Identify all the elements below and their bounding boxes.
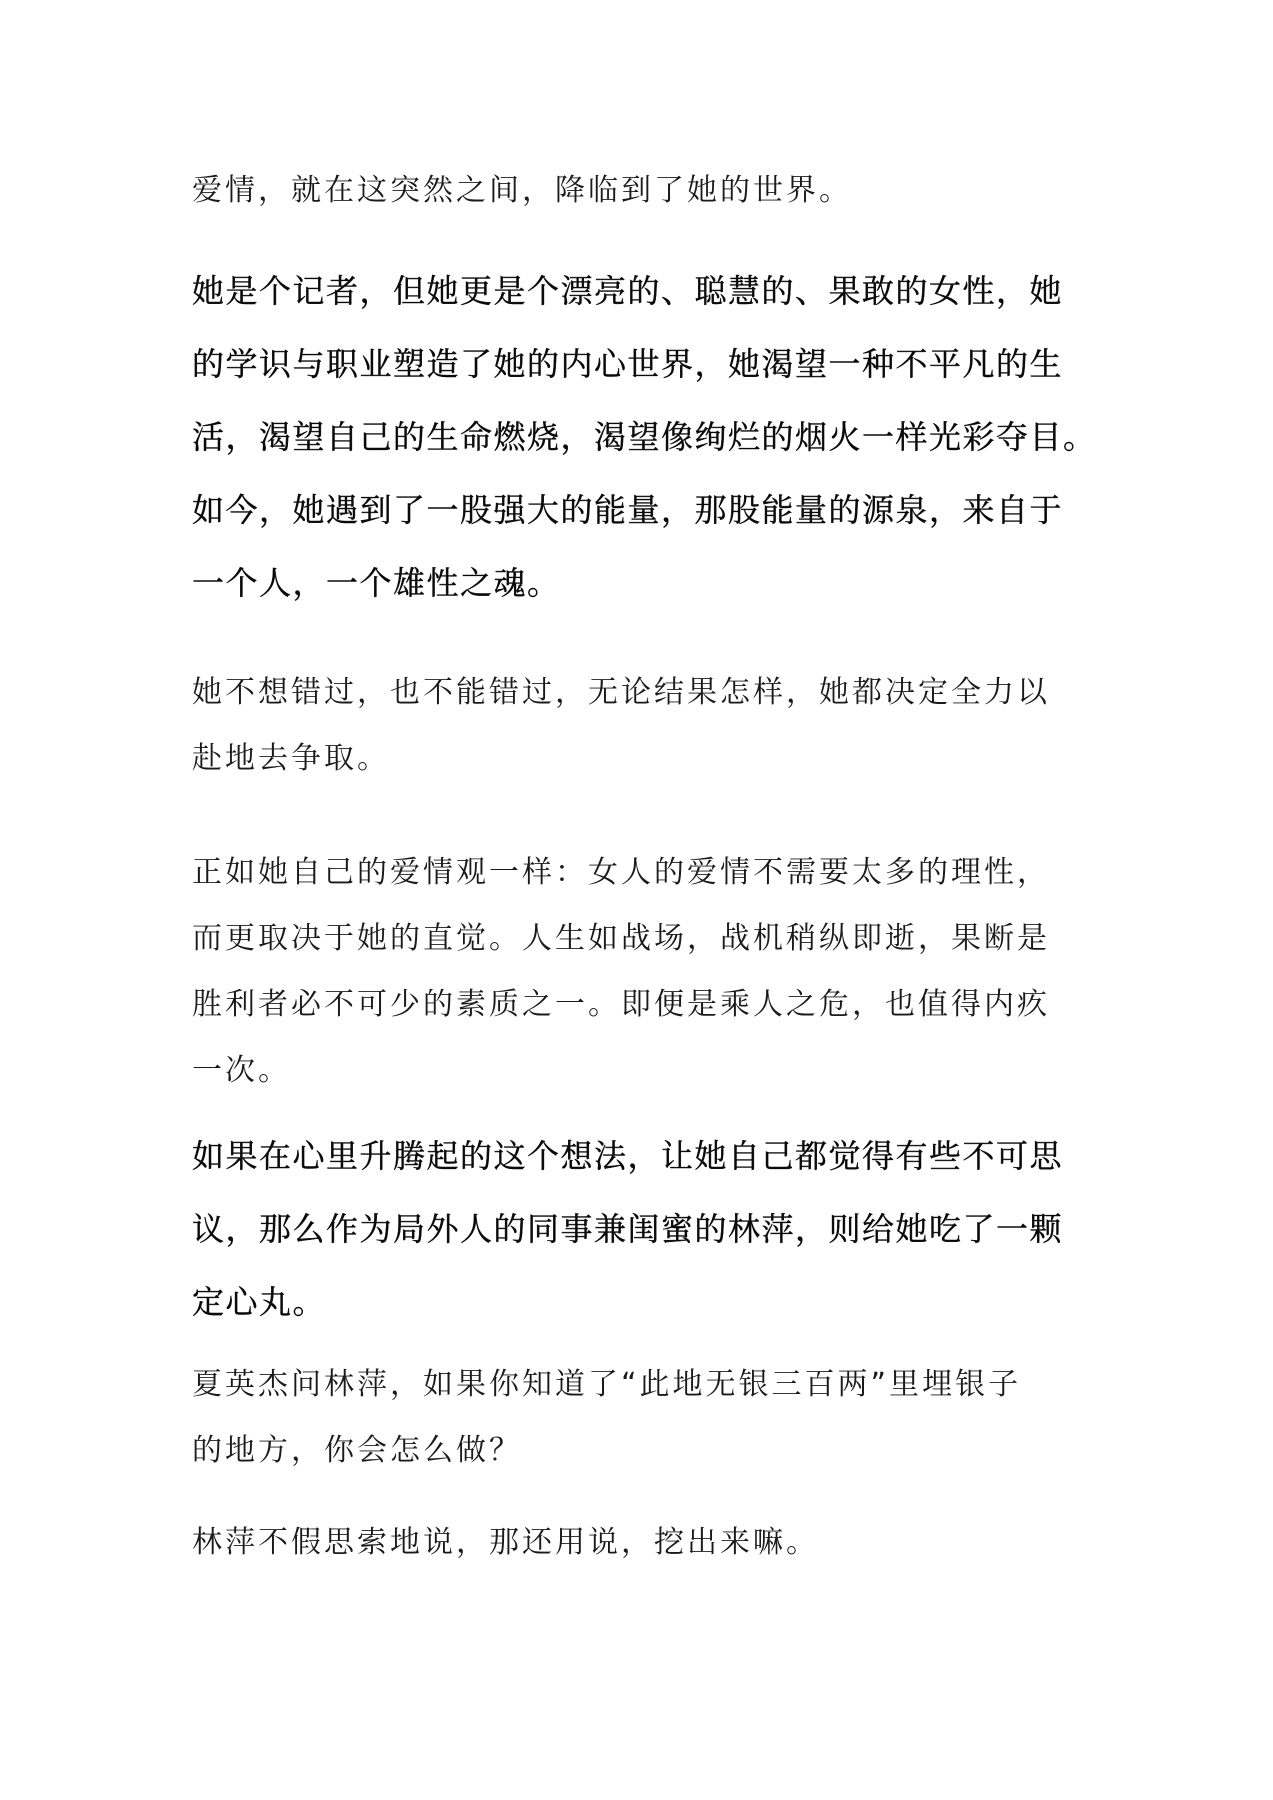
paragraph-3 (192, 660, 1092, 792)
text-line: 赴地去争取。 (192, 741, 390, 776)
paragraph-5 (192, 1120, 1092, 1339)
text-line: 活，渴望自己的生命燃烧，渴望像绚烂的烟火一样光彩夺目。 (192, 418, 1097, 456)
paragraph-7 (192, 1510, 1092, 1576)
text-line: 如果在心里升腾起的这个想法，让她自己都觉得有些不可思 (192, 1137, 1064, 1175)
text-line: 的地方，你会怎么做？ (192, 1433, 522, 1468)
text-line: 的学识与职业塑造了她的内心世界，她渴望一种不平凡的生 (192, 345, 1064, 383)
text-line: 林萍不假思索地说，那还用说，挖出来嘛。 (192, 1525, 819, 1560)
text-line: 爱情，就在这突然之间，降临到了她的世界。 (192, 173, 852, 208)
paragraph-1 (192, 158, 1092, 224)
text-line: 一次。 (192, 1053, 291, 1088)
text-line: 她是个记者，但她更是个漂亮的、聪慧的、果敢的女性，她 (192, 272, 1064, 310)
text-line: 夏英杰问林萍，如果你知道了“此地无银三百两”里埋银子 (192, 1367, 1022, 1402)
paragraph-2 (192, 255, 1097, 620)
text-line: 如今，她遇到了一股强大的能量，那股能量的源泉，来自于 (192, 491, 1064, 529)
text-line: 胜利者必不可少的素质之一。即便是乘人之危，也值得内疚 (192, 987, 1050, 1022)
text-line: 一个人，一个雄性之魂。 (192, 564, 561, 602)
text-line: 定心丸。 (192, 1283, 327, 1321)
text-line: 议，那么作为局外人的同事兼闺蜜的林萍，则给她吃了一颗 (192, 1210, 1064, 1248)
text-line: 正如她自己的爱情观一样：女人的爱情不需要太多的理性， (192, 855, 1050, 890)
text-line: 而更取决于她的直觉。人生如战场，战机稍纵即逝，果断是 (192, 921, 1050, 956)
paragraph-6 (192, 1352, 1092, 1484)
paragraph-4 (192, 840, 1092, 1104)
text-line: 她不想错过，也不能错过，无论结果怎样，她都决定全力以 (192, 675, 1050, 710)
